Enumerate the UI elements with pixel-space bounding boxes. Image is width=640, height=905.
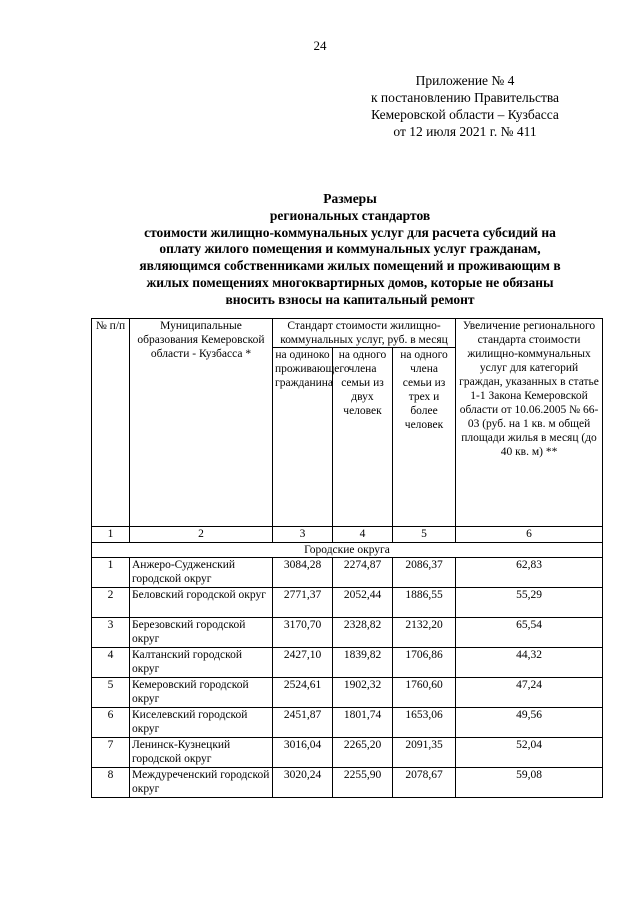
table-row bbox=[92, 618, 603, 648]
column-number: 6 bbox=[456, 527, 603, 543]
row-single: 2427,10 bbox=[273, 648, 333, 678]
section-row bbox=[92, 543, 603, 558]
row-two: 2255,90 bbox=[333, 768, 393, 798]
row-two: 1801,74 bbox=[333, 708, 393, 738]
header-increase: Увеличение регионального стандарта стоимости жилищно-коммунальных услуг для категорий граждан, указанных в статье 1-1 Закона Кемеровской области от 10.06.2005 № 66-03 (руб. на 1 кв. м общей площади жилья в месяц (до 40 кв. м) ** bbox=[456, 319, 603, 527]
title-line: оплату жилого помещения и коммунальных услуг гражданам, bbox=[159, 241, 541, 257]
table-row bbox=[92, 768, 603, 798]
row-name: Калтанский городской округ bbox=[130, 648, 273, 678]
title-line: стоимости жилищно-коммунальных услуг для расчета субсидий на bbox=[144, 224, 556, 240]
row-increase: 44,32 bbox=[456, 648, 603, 678]
header-standard: Стандарт стоимости жилищно-коммунальных услуг, руб. в месяц bbox=[273, 319, 456, 348]
row-single: 3170,70 bbox=[273, 618, 333, 648]
table-row bbox=[92, 708, 603, 738]
row-single: 3084,28 bbox=[273, 558, 333, 588]
appendix-line: Приложение № 4 bbox=[415, 73, 515, 88]
row-three: 1653,06 bbox=[393, 708, 456, 738]
row-num: 2 bbox=[92, 588, 130, 618]
row-three: 2086,37 bbox=[393, 558, 456, 588]
row-increase: 49,56 bbox=[456, 708, 603, 738]
section-title: Городские округа bbox=[92, 543, 603, 558]
appendix-line: к постановлению Правительства bbox=[370, 90, 560, 105]
row-name: Междуреченский городской округ bbox=[130, 768, 273, 798]
page-number: 24 bbox=[313, 38, 327, 53]
row-name: Березовский городской округ bbox=[130, 618, 273, 648]
row-num: 4 bbox=[92, 648, 130, 678]
row-name: Кемеровский городской округ bbox=[130, 678, 273, 708]
title-line: вносить взносы на капитальный ремонт bbox=[225, 291, 475, 307]
header-two: на одного члена семьи из двух человек bbox=[333, 348, 393, 527]
header-three: на одного члена семьи из трех и более человек bbox=[393, 348, 456, 527]
row-three: 2132,20 bbox=[393, 618, 456, 648]
table-row bbox=[92, 678, 603, 708]
row-name: Анжеро-Судженский городской округ bbox=[130, 558, 273, 588]
column-numbers-row bbox=[92, 527, 603, 543]
row-num: 7 bbox=[92, 738, 130, 768]
row-num: 1 bbox=[92, 558, 130, 588]
title-line: Размеры bbox=[323, 191, 377, 206]
standards-table bbox=[91, 318, 603, 798]
row-increase: 65,54 bbox=[456, 618, 603, 648]
row-two: 1839,82 bbox=[333, 648, 393, 678]
table-row bbox=[92, 558, 603, 588]
table-header-row bbox=[92, 319, 603, 348]
row-two: 2274,87 bbox=[333, 558, 393, 588]
row-increase: 59,08 bbox=[456, 768, 603, 798]
row-single: 3016,04 bbox=[273, 738, 333, 768]
row-two: 2265,20 bbox=[333, 738, 393, 768]
column-number: 4 bbox=[333, 527, 393, 543]
appendix-header bbox=[330, 72, 600, 140]
row-increase: 52,04 bbox=[456, 738, 603, 768]
row-num: 5 bbox=[92, 678, 130, 708]
title-line: жилых помещениях многоквартирных домов, которые не обязаны bbox=[146, 274, 554, 290]
column-number: 5 bbox=[393, 527, 456, 543]
row-two: 2052,44 bbox=[333, 588, 393, 618]
column-number: 2 bbox=[130, 527, 273, 543]
row-num: 6 bbox=[92, 708, 130, 738]
appendix-line: от 12 июля 2021 г. № 411 bbox=[393, 124, 537, 139]
row-three: 1886,55 bbox=[393, 588, 456, 618]
table-row bbox=[92, 738, 603, 768]
appendix-line: Кемеровской области – Кузбасса bbox=[371, 107, 559, 122]
table-row bbox=[92, 588, 603, 618]
column-number: 3 bbox=[273, 527, 333, 543]
column-number: 1 bbox=[92, 527, 130, 543]
row-name: Беловский городской округ bbox=[130, 588, 273, 618]
row-name: Ленинск-Кузнецкий городской округ bbox=[130, 738, 273, 768]
row-num: 8 bbox=[92, 768, 130, 798]
row-three: 1706,86 bbox=[393, 648, 456, 678]
row-increase: 62,83 bbox=[456, 558, 603, 588]
header-municipality: Муниципальные образования Кемеровской области - Кузбасса * bbox=[130, 319, 273, 527]
document-title bbox=[100, 191, 600, 309]
row-single: 2771,37 bbox=[273, 588, 333, 618]
header-num: № п/п bbox=[92, 319, 130, 527]
row-increase: 47,24 bbox=[456, 678, 603, 708]
row-two: 2328,82 bbox=[333, 618, 393, 648]
row-three: 1760,60 bbox=[393, 678, 456, 708]
row-single: 2524,61 bbox=[273, 678, 333, 708]
title-line: региональных стандартов bbox=[269, 207, 431, 223]
row-three: 2078,67 bbox=[393, 768, 456, 798]
row-three: 2091,35 bbox=[393, 738, 456, 768]
row-two: 1902,32 bbox=[333, 678, 393, 708]
row-single: 2451,87 bbox=[273, 708, 333, 738]
row-increase: 55,29 bbox=[456, 588, 603, 618]
row-num: 3 bbox=[92, 618, 130, 648]
row-single: 3020,24 bbox=[273, 768, 333, 798]
header-single: на одиноко проживающего гражданина bbox=[273, 348, 333, 527]
row-name: Киселевский городской округ bbox=[130, 708, 273, 738]
table-row bbox=[92, 648, 603, 678]
title-line: являющимся собственниками жилых помещений и проживающим в bbox=[139, 258, 561, 274]
